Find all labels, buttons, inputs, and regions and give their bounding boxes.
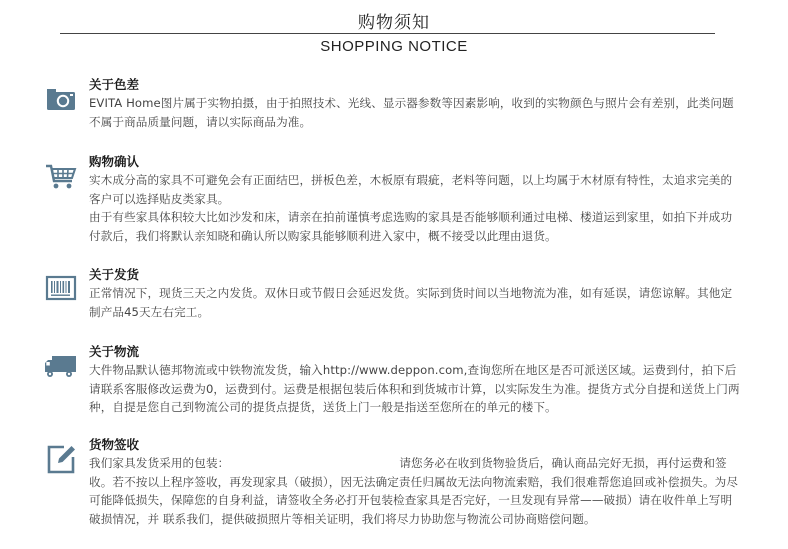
section-text: 由于有些家具体积较大比如沙发和床，请亲在拍前谨慎考虑选购的家具是否能够顺利通过电梯、楼道运到家里，如拍下并成功付款后，我们将默认亲知晓和确认所以购家具能够顺利进入家中，概不接受以此理由退货。 (89, 210, 733, 243)
section-text: 实木成分高的家具不可避免会有正面结巴，拼板色差，木板原有瑕疵，老料等问题，以上均属于木材原有特性，太追求完美的客户可以选择贴皮类家具。 (89, 173, 733, 206)
truck-icon (44, 349, 78, 383)
section-text: EVITA Home图片属于实物拍摄，由于拍照技术、光线、显示器参数等因素影响，收到的实物颜色与照片会有差别，此类问题不属于商品质量问题，请以实际商品为准。 (89, 96, 734, 129)
barcode-icon (44, 272, 78, 306)
edit-icon (44, 442, 78, 476)
section-title: 关于物流 (89, 344, 140, 359)
section-text: 正常情况下，现货三天之内发货。双休日或节假日会延迟发货。实际到货时间以当地物流为准，如有延误，请您谅解。其他定制产品45天左右完工。 (89, 286, 733, 319)
section-title: 购物确认 (89, 154, 140, 169)
section-text: 大件物品默认德邦物流或中铁物流发货，输入http://www.deppon.com,查询您所在地区是否可派送区域。运费到付，拍下后请联系客服修改运费为0，运费到付。运费是根据包装后体积和到货城市计算，以实际发生为准。提货方式分自提和送货上门两种，自提是您自己到物流公司的提货点提货，送货上门一般是指送至您所在的单元的楼下。 (89, 363, 740, 414)
camera-icon (44, 82, 78, 116)
packaging-lead: 我们家具发货采用的包装： (89, 456, 230, 470)
section-title: 关于发货 (89, 267, 140, 282)
page-title: 购物须知 (358, 13, 430, 33)
notice-header (0, 0, 788, 62)
section-title: 货物签收 (89, 437, 140, 452)
cart-icon (44, 159, 78, 193)
section-title: 关于色差 (89, 77, 140, 92)
page-subtitle: SHOPPING NOTICE (320, 38, 468, 55)
receipt-instructions: 请您务必在收到货物验货后，确认商品完好无损，再付运费和签收。若不按以上程序签收，再发现家具（破损），因无法确定责任归属故无法向物流索赔，我们很难帮您追回或补偿损失。为尽可能降低损失，保障您的自身利益，请签收全务必打开包装检查家具是否完好，一旦发现有异常——破损）请在收件单上写明破损情况，并 联系我们，提供破损照片等相关证明，我们将尽力协助您与物流公司协商赔偿问题。 (89, 456, 739, 526)
title-divider (60, 33, 715, 34)
section-text (89, 454, 741, 528)
